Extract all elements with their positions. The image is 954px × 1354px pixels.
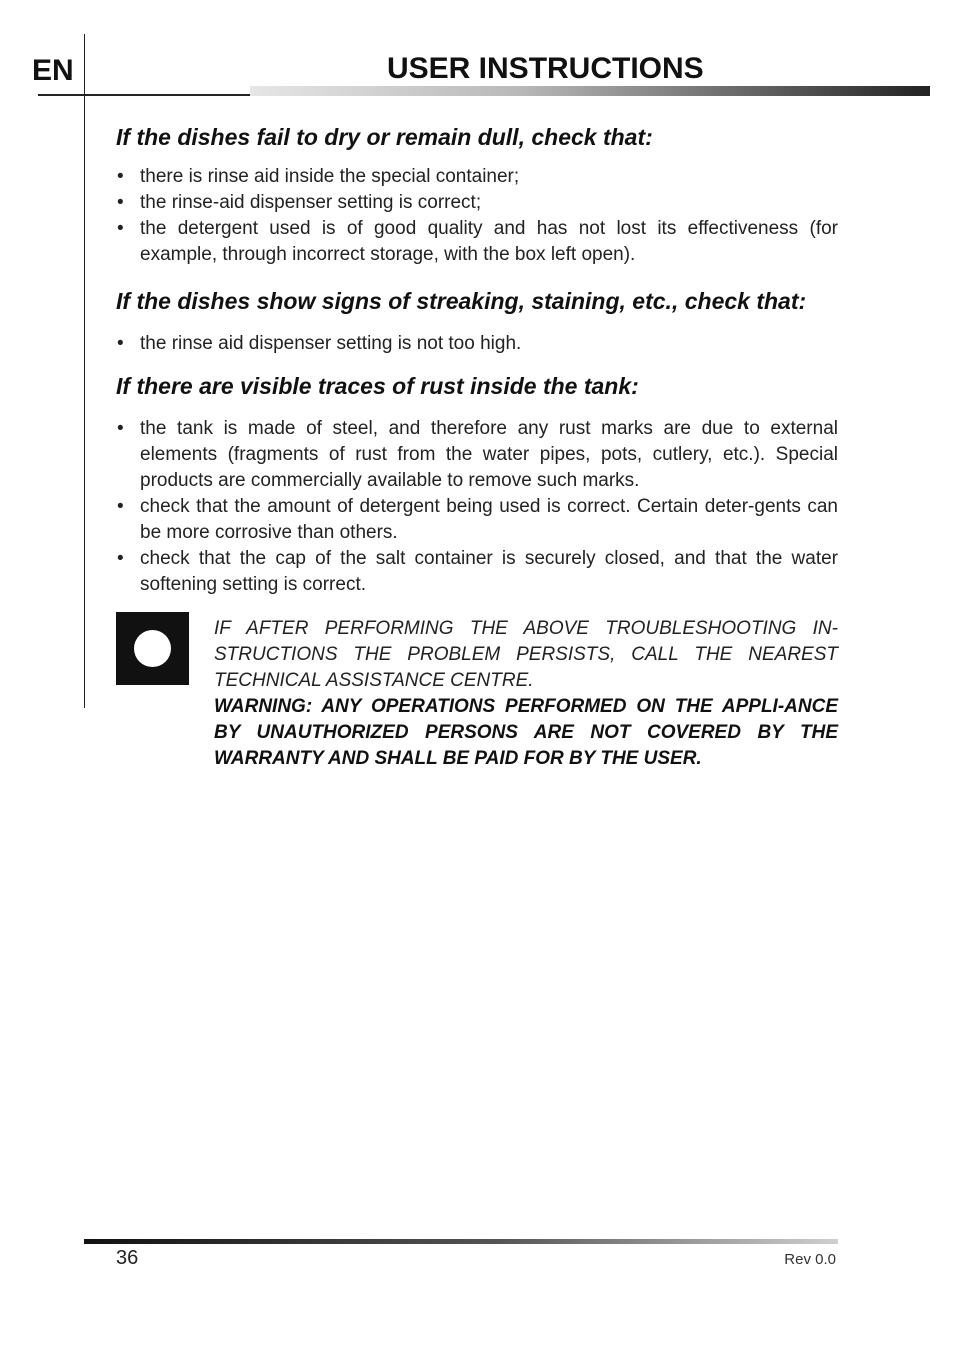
- section-heading-streaking: If the dishes show signs of streaking, staining, etc., check that:: [116, 288, 807, 314]
- section-heading-dry: If the dishes fail to dry or remain dull, check that:: [116, 124, 653, 150]
- info-dot-icon: [116, 612, 189, 685]
- margin-vertical-rule: [84, 34, 85, 708]
- page-title: USER INSTRUCTIONS: [387, 52, 704, 85]
- bullet-list-streaking: [116, 331, 838, 357]
- list-item: • check that the cap of the salt container is securely closed, and that the water softening setting is correct.: [116, 546, 838, 598]
- notice-text-block: [214, 616, 838, 772]
- notice-text: IF AFTER PERFORMING THE ABOVE TROUBLESHOOTING IN-STRUCTIONS THE PROBLEM PERSISTS, CALL THE NEAREST TECHNICAL ASSISTANCE CENTRE.: [214, 618, 838, 691]
- page-content: [116, 120, 838, 782]
- section-heading-rust: If there are visible traces of rust inside the tank:: [116, 373, 639, 399]
- list-item: • the rinse-aid dispenser setting is correct;: [116, 190, 838, 216]
- bullet-list-dry: [116, 164, 838, 268]
- header-left-rule: [38, 94, 250, 96]
- bullet-list-rust: [116, 416, 838, 598]
- list-item: • check that the amount of detergent being used is correct. Certain deter-gents can be more corrosive than others.: [116, 494, 838, 546]
- revision-label: Rev 0.0: [784, 1251, 836, 1268]
- notice-box: [116, 612, 838, 782]
- list-item: • the detergent used is of good quality and has not lost its effectiveness (for example, through incorrect storage, with the box left open).: [116, 216, 838, 268]
- warranty-warning: WARNING: ANY OPERATIONS PERFORMED ON THE APPLI-ANCE BY UNAUTHORIZED PERSONS ARE NOT COVERED BY THE WARRANTY AND SHALL BE PAID FOR BY THE USER.: [214, 696, 838, 769]
- language-label: EN: [32, 54, 74, 87]
- list-item: • the rinse aid dispenser setting is not too high.: [116, 331, 838, 357]
- footer-gradient-bar: [84, 1239, 838, 1244]
- info-dot-circle: [134, 630, 171, 667]
- list-item: • there is rinse aid inside the special container;: [116, 164, 838, 190]
- page-number: 36: [116, 1247, 139, 1269]
- list-item: • the tank is made of steel, and therefore any rust marks are due to external elements (fragments of rust from the water pipes, pots, cutlery, etc.). Special products are commercially available to remove such marks.: [116, 416, 838, 494]
- header-gradient-bar: [250, 86, 930, 96]
